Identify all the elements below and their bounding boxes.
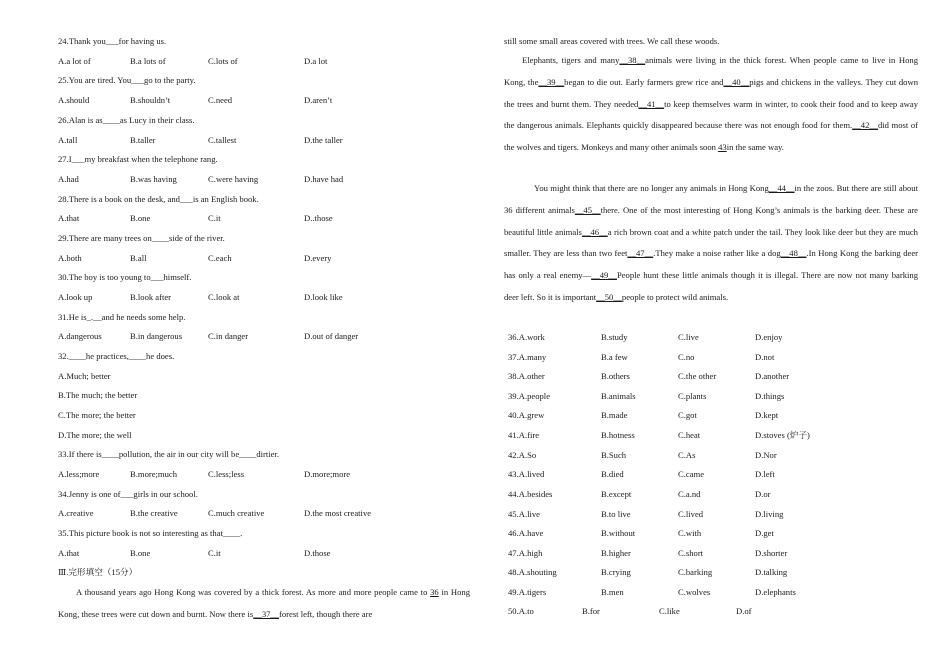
cloze-option-43-b: B.died: [601, 469, 624, 479]
option-d: D.look like: [304, 292, 343, 302]
question-stem: 35.This picture book is not so interesting as that____.: [58, 528, 243, 538]
cloze-option-36-c: C.live: [678, 332, 699, 342]
cloze-option-50-c: C.like: [659, 606, 680, 616]
passage-text: in Hong Kong, these trees were cut down and burnt. Now there is: [58, 587, 470, 619]
option-a: A.Much; better: [58, 371, 111, 381]
option-a: A.a lot of: [58, 56, 91, 66]
passage-text: there. One of the most interesting of Hong Kong’s animals is the barking deer. These are beautiful little animals: [504, 204, 918, 237]
option-b: B.one: [130, 213, 151, 223]
question-stem: 34.Jenny is one of___girls in our school.: [58, 489, 198, 499]
cloze-option-47-c: C.short: [678, 548, 704, 558]
question-stem: 28.There is a book on the desk, and___is an English book.: [58, 194, 259, 204]
passage-text: in the zoos. But there are still about 36 different animals: [504, 183, 918, 215]
cloze-option-50-d: D.of: [736, 606, 752, 616]
option-b: B.the creative: [130, 508, 178, 518]
option-a: A.both: [58, 253, 82, 263]
option-d: D.the most creative: [304, 508, 372, 518]
blank-41: __41__: [638, 98, 665, 109]
option-a: A.that: [58, 548, 80, 558]
option-d: D.the taller: [304, 135, 343, 145]
option-c: C.in danger: [208, 331, 249, 341]
passage-text: .In Hong Kong the barking deer has only a real enemy—: [504, 248, 918, 281]
blank-42: __42__: [852, 120, 878, 131]
passage-text: began to die out. Early farmers grew rice and: [564, 76, 724, 87]
option-c: C.tallest: [208, 135, 237, 145]
blank-45: __45__: [574, 204, 601, 215]
cloze-option-37-b: B.a few: [601, 352, 628, 362]
option-b: B.taller: [130, 135, 156, 145]
option-b: B.The much; the better: [58, 390, 138, 400]
question-stem: 32.____he practices,____he does.: [58, 351, 175, 361]
option-d: D.The more; the well: [58, 430, 132, 440]
option-c: C.it: [208, 548, 221, 558]
cloze-option-47-a: 47.A.high: [508, 548, 543, 558]
cloze-option-44-c: C.a.nd: [678, 489, 701, 499]
passage-text: animals were living in the thick forest. When people came to live in Hong Kong, the: [504, 55, 918, 87]
blank-46: __46__: [581, 226, 608, 237]
cloze-option-48-a: 48.A.shouting: [508, 567, 557, 577]
option-a: A.had: [58, 174, 79, 184]
option-d: D.a lot: [304, 56, 328, 66]
question-stem: 31.He is_.__and he needs some help.: [58, 312, 186, 322]
cloze-option-39-a: 39.A.people: [508, 391, 551, 401]
cloze-option-36-a: 36.A.work: [508, 332, 545, 342]
passage-line: still some small areas covered with trees. We call these woods.: [504, 36, 720, 46]
blank-49: __49__: [591, 270, 617, 281]
option-b: B.all: [130, 253, 147, 263]
option-d: D..those: [304, 213, 333, 223]
cloze-option-50-b: B.for: [582, 606, 600, 616]
option-c: C.The more; the better: [58, 410, 136, 420]
option-c: C.look at: [208, 292, 240, 302]
cloze-option-38-a: 38.A.other: [508, 371, 545, 381]
option-d: D.more;more: [304, 469, 351, 479]
cloze-option-43-d: D.left: [755, 469, 775, 479]
option-b: B.more;much: [130, 469, 178, 479]
cloze-option-48-d: D.talking: [755, 567, 788, 577]
cloze-option-45-d: D.living: [755, 509, 784, 519]
option-a: A.tall: [58, 135, 78, 145]
cloze-option-40-d: D.kept: [755, 410, 779, 420]
cloze-option-44-b: B.except: [601, 489, 632, 499]
cloze-option-49-b: B.men: [601, 587, 624, 597]
cloze-option-48-c: C.barking: [678, 567, 713, 577]
option-c: C.were having: [208, 174, 259, 184]
cloze-option-49-a: 49.A.tigers: [508, 587, 547, 597]
cloze-option-48-b: B.crying: [601, 567, 631, 577]
passage-text: pigs and chickens in the valleys. They cut down the trees and burnt them. They needed: [504, 76, 918, 109]
cloze-option-38-d: D.another: [755, 371, 790, 381]
passage-text: People hunt these little animals though it is illegal. There are now not many barking deer left. So it is important: [504, 270, 918, 302]
option-a: A.that: [58, 213, 80, 223]
cloze-option-45-a: 45.A.live: [508, 509, 540, 519]
option-c: C.each: [208, 253, 232, 263]
passage-text: people to protect wild animals.: [621, 291, 729, 302]
option-d: D.have had: [304, 174, 344, 184]
question-stem: 25.You are tired. You___go to the party.: [58, 75, 196, 85]
passage-text: did most of the wolves and tigers. Monkeys and many other animals soon: [504, 120, 919, 153]
option-a: A.creative: [58, 508, 94, 518]
cloze-option-40-b: B.made: [601, 410, 628, 420]
passage-paragraph-3: [504, 178, 918, 309]
cloze-option-42-d: D.Nor: [755, 450, 777, 460]
cloze-option-37-c: C.no: [678, 352, 695, 362]
option-a: A.less;more: [58, 469, 100, 479]
cloze-option-41-b: B.hotness: [601, 430, 635, 440]
blank-40: __40__: [723, 76, 750, 87]
cloze-option-42-c: C.As: [678, 450, 696, 460]
cloze-option-38-b: B.others: [601, 371, 630, 381]
option-d: D.aren’t: [304, 95, 333, 105]
cloze-option-44-d: D.or: [755, 489, 771, 499]
cloze-option-46-b: B.without: [601, 528, 636, 538]
passage-text: A thousand years ago Hong Kong was covered by a thick forest. As more and more people came to: [76, 587, 428, 597]
option-b: B.a lots of: [130, 56, 166, 66]
blank-44: __44__: [768, 183, 795, 193]
cloze-option-47-b: B.higher: [601, 548, 631, 558]
passage-text: .They make a noise rather like a dog: [653, 248, 781, 259]
option-d: D.those: [304, 548, 331, 558]
blank-47: __47__: [627, 248, 654, 259]
cloze-option-38-c: C.the other: [678, 371, 717, 381]
blank-36: 36: [430, 587, 439, 597]
cloze-option-47-d: D.shorter: [755, 548, 788, 558]
cloze-option-43-a: 43.A.lived: [508, 469, 545, 479]
cloze-option-41-d: D.stoves (炉子): [755, 430, 810, 440]
blank-43: 43: [718, 142, 727, 153]
cloze-option-49-d: D.elephants: [755, 587, 796, 597]
blank-38: __38__: [619, 55, 646, 65]
option-a: A.dangerous: [58, 331, 102, 341]
blank-39: __39__: [538, 76, 565, 87]
passage-text: to keep themselves warm in winter, to cook their food and to keep away the dangerous animals. Elephants quickly disappeared because there was not enough food for them.: [504, 98, 919, 131]
cloze-option-37-a: 37.A.many: [508, 352, 547, 362]
cloze-option-46-c: C.with: [678, 528, 702, 538]
option-a: A.should: [58, 95, 90, 105]
option-b: B.in dangerous: [130, 331, 183, 341]
cloze-option-41-c: C.heat: [678, 430, 701, 440]
cloze-option-42-b: B.Such: [601, 450, 627, 460]
cloze-option-39-d: D.things: [755, 391, 785, 401]
blank-48: __48__: [780, 248, 807, 259]
passage-text: a rich brown coat and a white patch under the tail. They look like deer but they are much smaller. They are less than two feet: [504, 226, 918, 259]
option-b: B.one: [130, 548, 151, 558]
option-c: C.less;less: [208, 469, 245, 479]
cloze-option-43-c: C.came: [678, 469, 705, 479]
passage-text: Elephants, tigers and many: [522, 55, 620, 65]
cloze-option-44-a: 44.A.besides: [508, 489, 553, 499]
passage-text: in the same way.: [726, 142, 784, 153]
question-stem: 26.Alan is as____as Lucy in their class.: [58, 115, 195, 125]
passage-text: forest left, though there are: [279, 608, 373, 619]
cloze-option-39-c: C.plants: [678, 391, 707, 401]
cloze-option-45-b: B.to live: [601, 509, 631, 519]
blank-50: __50__: [596, 291, 622, 302]
cloze-option-40-a: 40.A.grew: [508, 410, 545, 420]
question-stem: 27.I___my breakfast when the telephone rang.: [58, 154, 218, 164]
section-heading: Ⅲ.完形填空（15分）: [58, 567, 138, 577]
cloze-option-46-d: D.get: [755, 528, 774, 538]
option-c: C.lots of: [208, 56, 238, 66]
cloze-option-45-c: C.lived: [678, 509, 704, 519]
option-d: D.every: [304, 253, 332, 263]
option-c: C.it: [208, 213, 221, 223]
option-b: B.shouldn’t: [130, 95, 171, 105]
cloze-option-49-c: C.wolves: [678, 587, 711, 597]
question-stem: 33.If there is____pollution, the air in our city will be____dirtier.: [58, 449, 280, 459]
passage-paragraph-2: [504, 50, 918, 159]
cloze-option-41-a: 41.A.fire: [508, 430, 540, 440]
passage-text: You might think that there are no longer any animals in Hong Kong: [534, 183, 769, 193]
option-b: B.was having: [130, 174, 177, 184]
option-b: B.look after: [130, 292, 172, 302]
question-stem: 30.The boy is too young to___himself.: [58, 272, 192, 282]
option-c: C.need: [208, 95, 233, 105]
option-d: D.out of danger: [304, 331, 359, 341]
cloze-option-39-b: B.animals: [601, 391, 636, 401]
cloze-option-46-a: 46.A.have: [508, 528, 544, 538]
option-a: A.look up: [58, 292, 93, 302]
option-c: C.much creative: [208, 508, 265, 518]
blank-37: __37__: [253, 608, 279, 619]
cloze-option-36-b: B.study: [601, 332, 628, 342]
question-stem: 24.Thank you___for having us.: [58, 36, 167, 46]
cloze-option-42-a: 42.A.So: [508, 450, 537, 460]
passage-paragraph-1: [58, 582, 470, 626]
cloze-option-36-d: D.enjoy: [755, 332, 783, 342]
question-stem: 29.There are many trees on____side of the river.: [58, 233, 225, 243]
cloze-option-40-c: C.got: [678, 410, 697, 420]
cloze-option-37-d: D.not: [755, 352, 775, 362]
cloze-option-50-a: 50.A.to: [508, 606, 534, 616]
